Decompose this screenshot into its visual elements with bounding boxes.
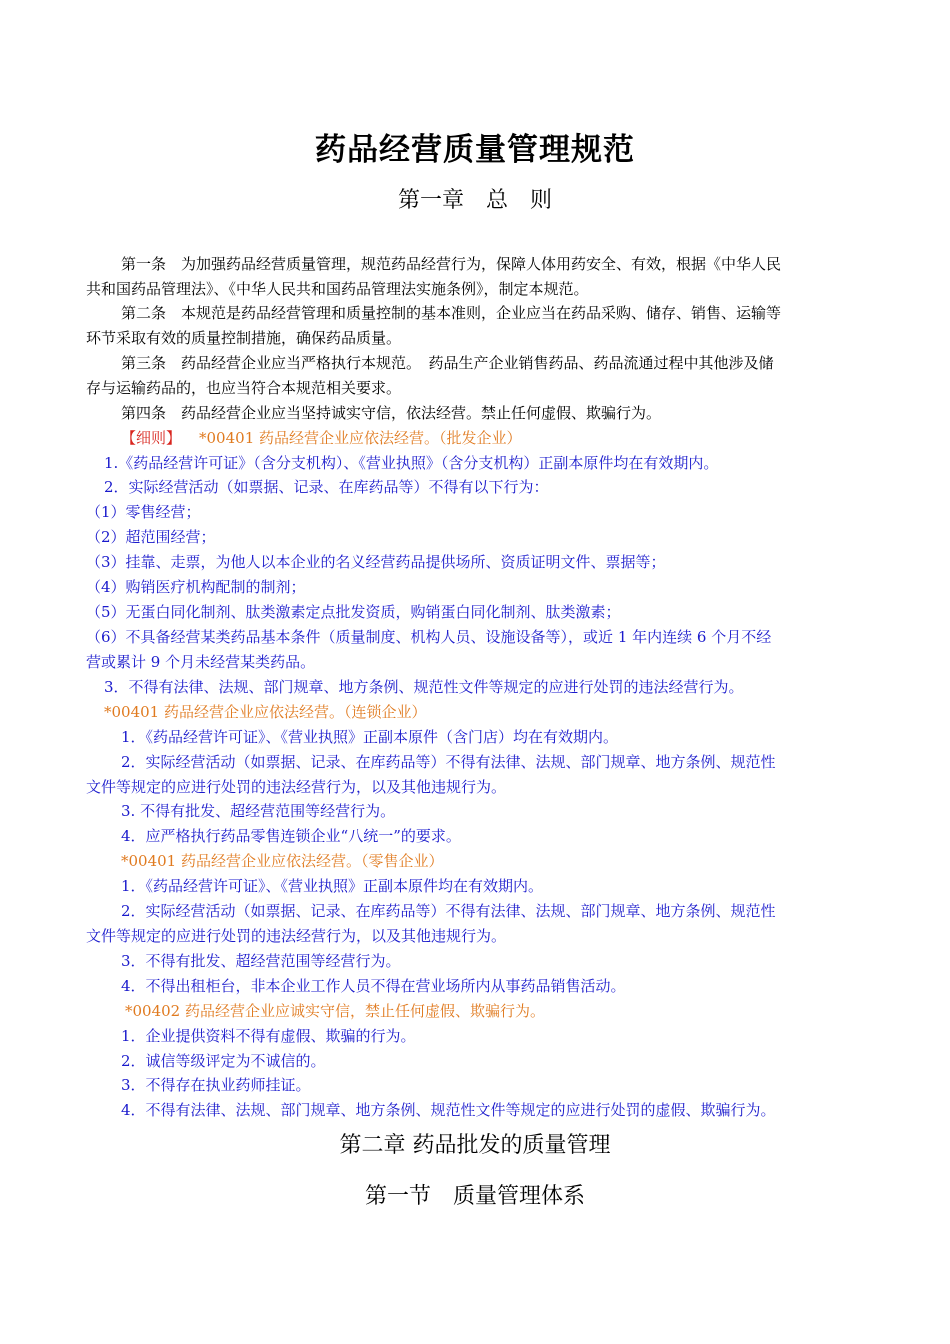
list-item: 文件等规定的应进行处罚的违法经营行为，以及其他违规行为。 <box>86 778 507 796</box>
list-item: 3. 不得有批发、超经营范围等经营行为。 <box>121 802 396 820</box>
list-item: 1．《药品经营许可证》、《营业执照》正副本原件（含门店）均在有效期内。 <box>121 728 619 746</box>
list-item: 4．不得出租柜台，非本企业工作人员不得在营业场所内从事药品销售活动。 <box>121 977 626 995</box>
list-item: 1．企业提供资料不得有虚假、欺骗的行为。 <box>121 1027 416 1045</box>
article-2-line-2: 环节采取有效的质量控制措施，确保药品质量。 <box>86 329 402 347</box>
chapter-2-heading: 第二章 药品批发的质量管理 <box>339 1133 611 1158</box>
list-item: （6）不具备经营某类药品基本条件（质量制度、机构人员、设施设备等），或近 1 年内连续 6 个月不经 <box>86 628 772 646</box>
list-item: 3．不得有批发、超经营范围等经营行为。 <box>121 952 401 970</box>
list-item: 1.《药品经营许可证》（含分支机构）、《营业执照》（含分支机构）正副本原件均在有效期内。 <box>104 454 719 472</box>
retail-rule-heading: *00401 药品经营企业应依法经营。（零售企业） <box>121 852 444 870</box>
article-2-line-1: 第二条 本规范是药品经营管理和质量控制的基本准则，企业应当在药品采购、储存、销售、运输等 <box>121 304 782 322</box>
article-1-line-2: 共和国药品管理法》、《中华人民共和国药品管理法实施条例》，制定本规范。 <box>86 280 589 298</box>
document-title: 药品经营质量管理规范 <box>315 132 635 168</box>
list-item: 文件等规定的应进行处罚的违法经营行为，以及其他违规行为。 <box>86 927 507 945</box>
list-item: 2．诚信等级评定为不诚信的。 <box>121 1052 326 1070</box>
detail-row <box>121 428 901 448</box>
detail-tag: 【细则】 <box>121 429 182 447</box>
wholesale-rule-heading: *00401 药品经营企业应依法经营。（批发企业） <box>199 429 522 447</box>
list-item: （1）零售经营； <box>86 503 201 521</box>
list-item: （5）无蛋白同化制剂、肽类激素定点批发资质，购销蛋白同化制剂、肽类激素； <box>86 603 621 621</box>
list-item: 3．不得存在执业药师挂证。 <box>121 1076 311 1094</box>
list-item: 2．实际经营活动（如票据、记录、在库药品等）不得有法律、法规、部门规章、地方条例、规范性 <box>121 902 776 920</box>
list-item: 4．不得有法律、法规、部门规章、地方条例、规范性文件等规定的应进行处罚的虚假、欺骗行为。 <box>121 1101 776 1119</box>
chapter-heading: 第一章 总 则 <box>397 188 552 213</box>
article-4: 第四条 药品经营企业应当坚持诚实守信，依法经营。禁止任何虚假、欺骗行为。 <box>121 404 662 422</box>
article-3-line-1: 第三条 药品经营企业应当严格执行本规范。 药品生产企业销售药品、药品流通过程中其他涉及储 <box>121 354 774 372</box>
list-item: 4．应严格执行药品零售连锁企业“八统一”的要求。 <box>121 827 461 845</box>
article-1-line-1: 第一条 为加强药品经营质量管理，规范药品经营行为，保障人体用药安全、有效，根据《中华人民 <box>121 255 782 273</box>
honesty-rule-heading: *00402 药品经营企业应诚实守信，禁止任何虚假、欺骗行为。 <box>125 1002 545 1020</box>
list-item: 2．实际经营活动（如票据、记录、在库药品等）不得有以下行为： <box>104 478 549 496</box>
chain-rule-heading: *00401 药品经营企业应依法经营。（连锁企业） <box>104 703 427 721</box>
article-3-line-2: 存与运输药品的，也应当符合本规范相关要求。 <box>86 379 402 397</box>
list-item: 2．实际经营活动（如票据、记录、在库药品等）不得有法律、法规、部门规章、地方条例、规范性 <box>121 753 776 771</box>
list-item: 3．不得有法律、法规、部门规章、地方条例、规范性文件等规定的应进行处罚的违法经营行为。 <box>104 678 744 696</box>
list-item: 1．《药品经营许可证》、《营业执照》正副本原件均在有效期内。 <box>121 877 544 895</box>
list-item: （4）购销医疗机构配制的制剂； <box>86 578 306 596</box>
list-item: （2）超范围经营； <box>86 528 216 546</box>
list-item: 营或累计 9 个月未经营某类药品。 <box>86 653 316 671</box>
section-1-heading: 第一节 质量管理体系 <box>364 1184 585 1209</box>
list-item: （3）挂靠、走票，为他人以本企业的名义经营药品提供场所、资质证明文件、票据等； <box>86 553 666 571</box>
